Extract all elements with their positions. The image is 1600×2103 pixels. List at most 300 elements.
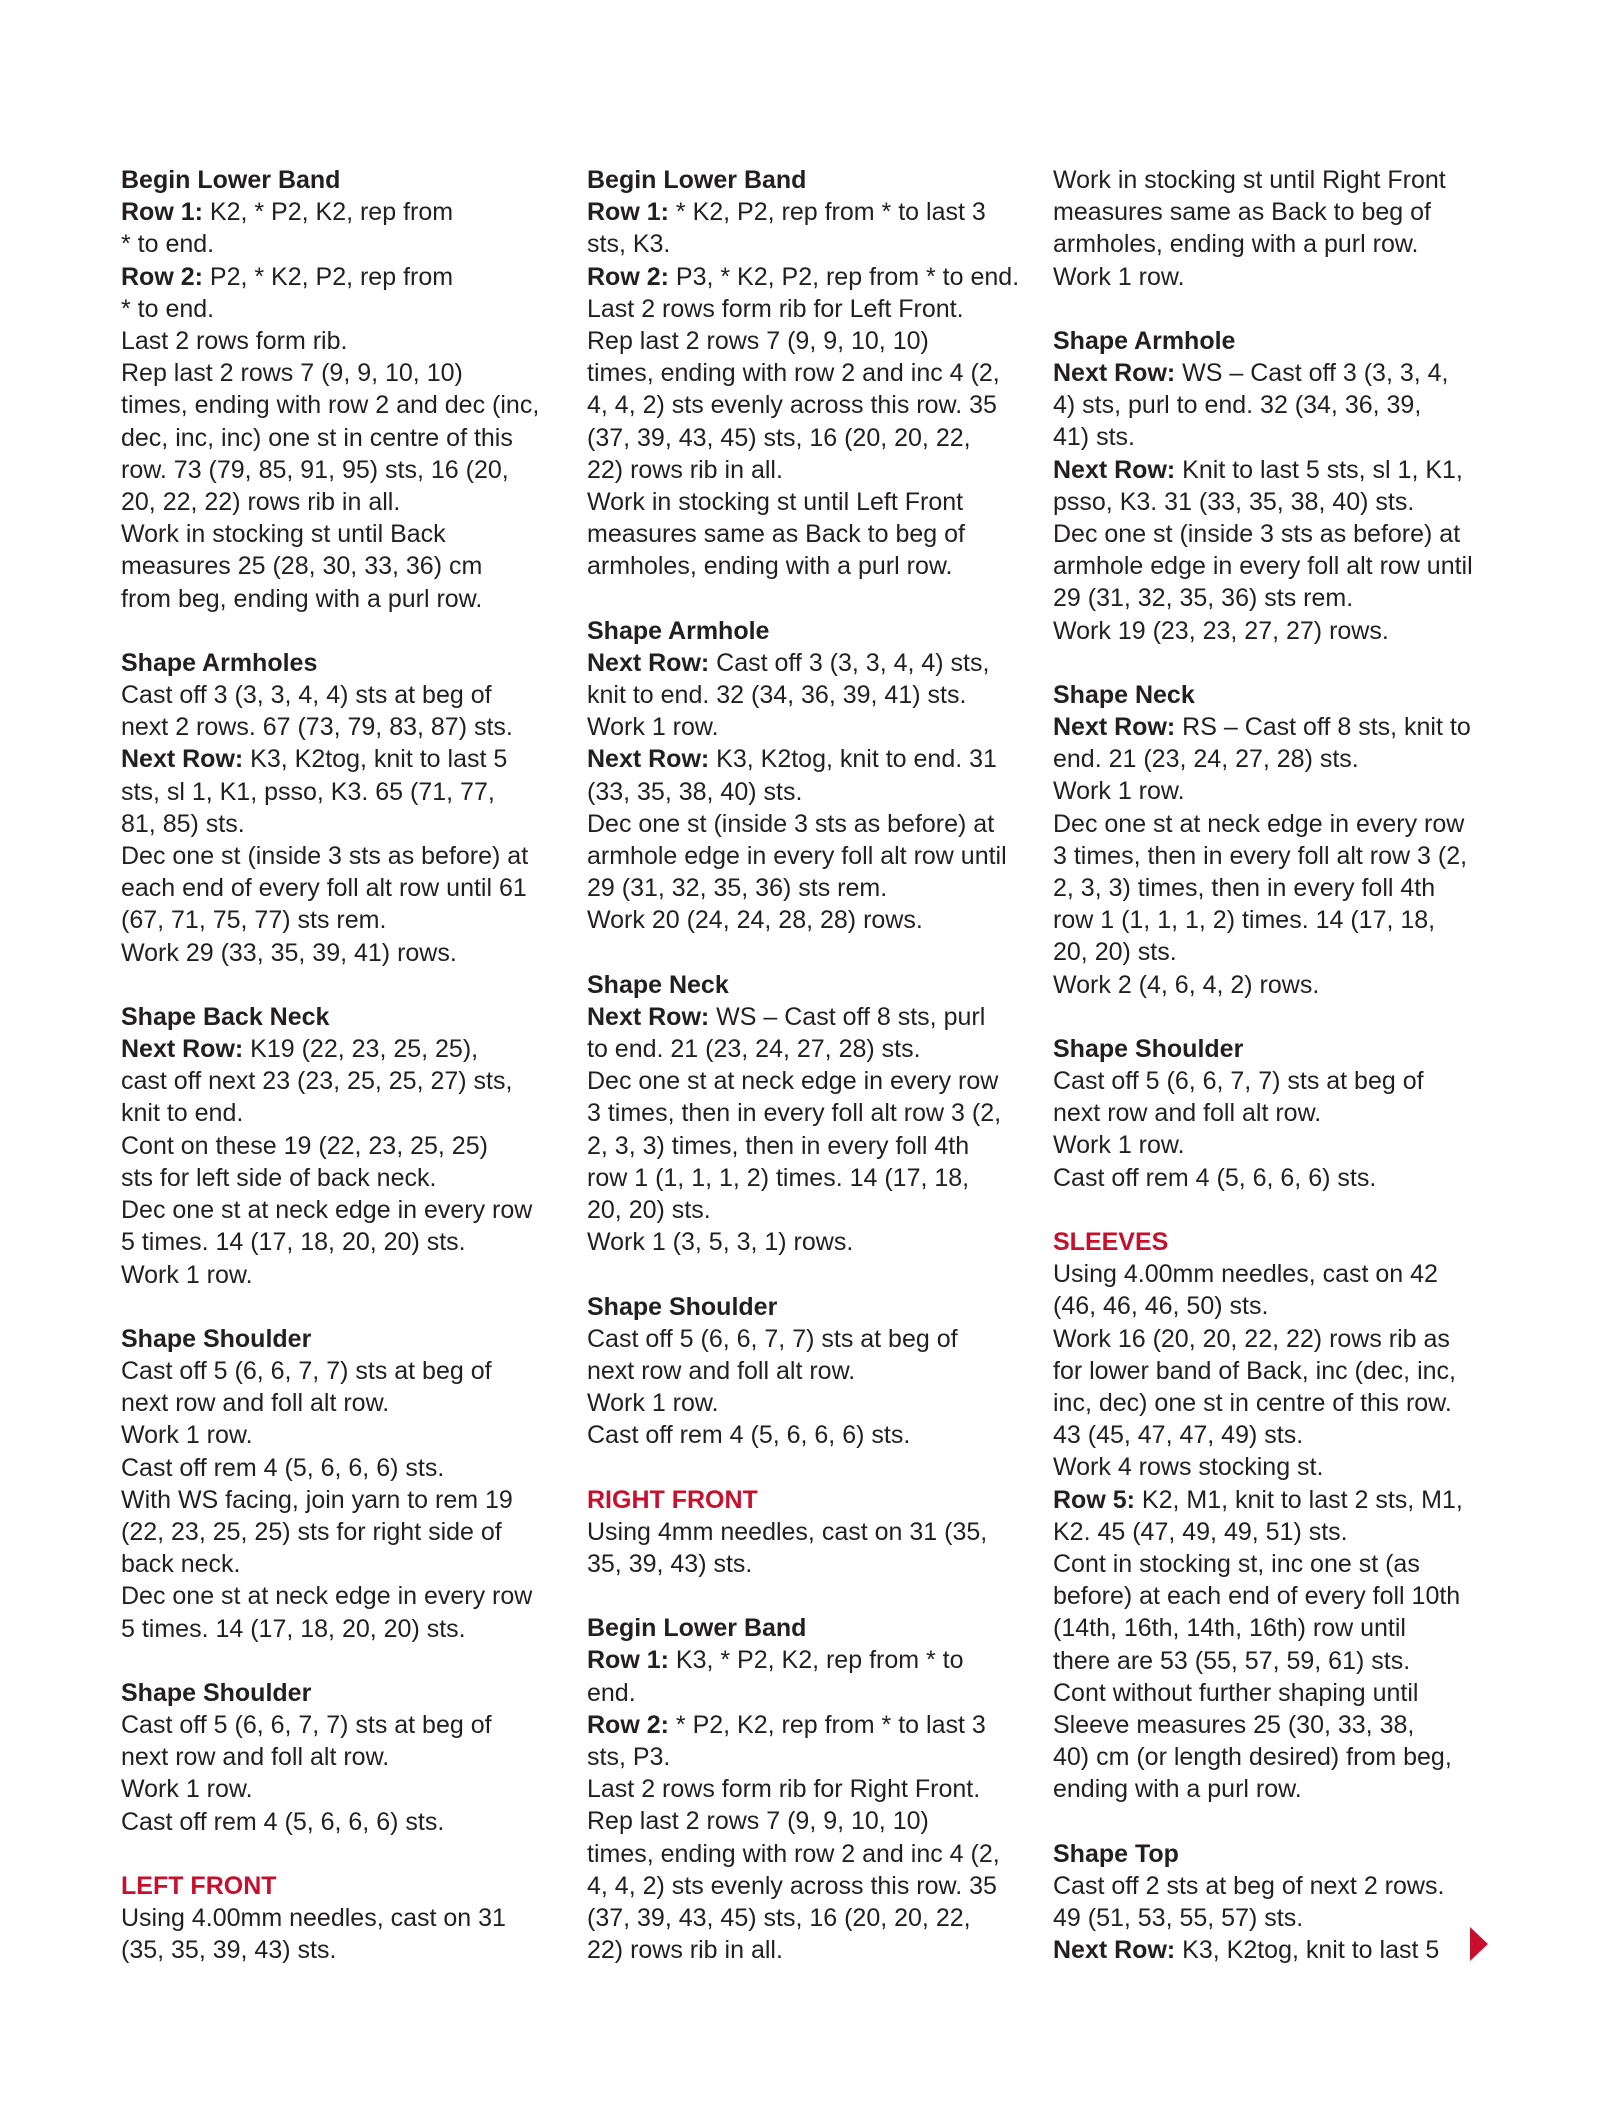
instruction-text: Work 19 (23, 23, 27, 27) rows.	[1053, 616, 1389, 645]
instruction-line	[587, 743, 1027, 775]
instruction-text: measures same as Back to beg of	[587, 520, 965, 549]
row-label: Next Row:	[587, 1002, 710, 1031]
instruction-line	[121, 872, 561, 904]
instruction-text: Cast off 3 (3, 3, 4, 4) sts at beg of	[121, 681, 492, 710]
instruction-line	[121, 228, 561, 260]
instruction-text: knit to end. 32 (34, 36, 39, 41) sts.	[587, 681, 967, 710]
instruction-text: * P2, K2, rep from * to last 3	[668, 1710, 986, 1739]
row-label: Next Row:	[1053, 713, 1176, 742]
instruction-line	[587, 647, 1027, 679]
instruction-text: Using 4.00mm needles, cast on 42	[1053, 1260, 1438, 1289]
instruction-text: 20, 20) sts.	[1053, 938, 1177, 967]
instruction-text: 3 times, then in every foll alt row 3 (2,	[1053, 841, 1468, 870]
instruction-text: armhole edge in every foll alt row until	[587, 842, 1007, 871]
instruction-line	[1053, 1097, 1503, 1129]
subsection-heading: Shape Shoulder	[587, 1292, 778, 1321]
instruction-line	[587, 1516, 1027, 1548]
instruction-line	[1053, 1548, 1503, 1580]
subsection-heading: Begin Lower Band	[587, 1614, 807, 1643]
column-2	[587, 164, 1027, 1998]
subsection-heading: Shape Shoulder	[121, 1678, 312, 1707]
instruction-line	[1053, 261, 1503, 293]
instruction-line	[587, 1838, 1027, 1870]
instruction-line	[587, 840, 1027, 872]
instruction-line	[587, 486, 1027, 518]
instruction-line	[1053, 936, 1503, 968]
instruction-line	[1053, 454, 1503, 486]
instruction-line	[121, 357, 561, 389]
instruction-text: next row and foll alt row.	[587, 1356, 856, 1385]
instruction-line	[587, 389, 1027, 421]
instruction-text: RS – Cast off 8 sts, knit to	[1175, 713, 1471, 742]
instruction-text: end. 21 (23, 24, 27, 28) sts.	[1053, 745, 1359, 774]
section-heading: RIGHT FRONT	[587, 1485, 758, 1514]
instruction-text: times, ending with row 2 and inc 4 (2,	[587, 359, 1000, 388]
instruction-text: WS – Cast off 8 sts, purl	[709, 1002, 986, 1031]
row-label: Next Row:	[1053, 1936, 1176, 1965]
instruction-line	[587, 1194, 1027, 1226]
instruction-text: Dec one st at neck edge in every row	[121, 1196, 533, 1225]
instruction-text: 4) sts, purl to end. 32 (34, 36, 39,	[1053, 391, 1422, 420]
instruction-text: Cast off 2 sts at beg of next 2 rows.	[1053, 1871, 1445, 1900]
instruction-text: 35, 39, 43) sts.	[587, 1549, 753, 1578]
instruction-line	[1053, 1355, 1503, 1387]
row-label: Row 2:	[121, 262, 203, 291]
instruction-text: Work 1 row.	[1053, 1131, 1185, 1160]
instruction-text: measures same as Back to beg of	[1053, 198, 1431, 227]
instruction-text: each end of every foll alt row until 61	[121, 874, 527, 903]
instruction-text: Work 20 (24, 24, 28, 28) rows.	[587, 906, 923, 935]
instruction-text: 40) cm (or length desired) from beg,	[1053, 1743, 1452, 1772]
instruction-text: P3, * K2, P2, rep from * to end.	[668, 262, 1020, 291]
instruction-line	[121, 1580, 561, 1612]
instruction-line	[587, 196, 1027, 228]
instruction-text: knit to end.	[121, 1099, 244, 1128]
row-label: Row 1:	[587, 1646, 669, 1675]
subsection-heading: Shape Armhole	[1053, 326, 1236, 355]
instruction-text: next row and foll alt row.	[1053, 1099, 1322, 1128]
instruction-text: Work 16 (20, 20, 22, 22) rows rib as	[1053, 1324, 1450, 1353]
instruction-text: to end. 21 (23, 24, 27, 28) sts.	[587, 1035, 921, 1064]
instruction-line	[121, 776, 561, 808]
instruction-line	[1053, 389, 1503, 421]
subsection-heading: Begin Lower Band	[587, 166, 807, 194]
instruction-line	[1053, 1258, 1503, 1290]
instruction-line	[121, 422, 561, 454]
instruction-text: * to end.	[121, 230, 215, 259]
instruction-line	[1053, 615, 1503, 647]
instruction-text: Rep last 2 rows 7 (9, 9, 10, 10)	[121, 359, 463, 388]
instruction-text: K2, M1, knit to last 2 sts, M1,	[1134, 1485, 1463, 1514]
instruction-text: (35, 35, 39, 43) sts.	[121, 1936, 337, 1965]
instruction-text: Last 2 rows form rib.	[121, 327, 348, 356]
instruction-line	[587, 228, 1027, 260]
instruction-text: Cast off 5 (6, 6, 7, 7) sts at beg of	[121, 1356, 492, 1385]
instruction-line	[587, 1773, 1027, 1805]
instruction-line	[121, 1097, 561, 1129]
instruction-line	[587, 1355, 1027, 1387]
instruction-text: Cast off rem 4 (5, 6, 6, 6) sts.	[121, 1453, 445, 1482]
instruction-text: K3, K2tog, knit to last 5	[243, 745, 508, 774]
instruction-line	[1053, 486, 1503, 518]
instruction-text: K3, K2tog, knit to end. 31	[709, 745, 997, 774]
row-label: Next Row:	[587, 745, 710, 774]
subsection-heading: Shape Neck	[587, 970, 729, 999]
instruction-text: Work in stocking st until Back	[121, 520, 446, 549]
instruction-line	[587, 454, 1027, 486]
instruction-text: sts, sl 1, K1, psso, K3. 65 (71, 77,	[121, 777, 495, 806]
column-1	[121, 164, 561, 1998]
subsection-heading: Shape Shoulder	[121, 1324, 312, 1353]
instruction-text: 22) rows rib in all.	[587, 455, 783, 484]
instruction-line	[587, 1934, 1027, 1966]
instruction-line	[587, 1709, 1027, 1741]
instruction-line	[121, 1419, 561, 1451]
instruction-line	[1053, 1323, 1503, 1355]
subsection-shape-shoulder	[121, 1677, 561, 1838]
instruction-text: 22) rows rib in all.	[587, 1936, 783, 1965]
instruction-text: 5 times. 14 (17, 18, 20, 20) sts.	[121, 1614, 466, 1643]
instruction-text: next row and foll alt row.	[121, 1389, 390, 1418]
instruction-text: Rep last 2 rows 7 (9, 9, 10, 10)	[587, 327, 929, 356]
instruction-line	[587, 1902, 1027, 1934]
instruction-line	[587, 1870, 1027, 1902]
section-sleeves	[1053, 1226, 1503, 1806]
instruction-text: (37, 39, 43, 45) sts, 16 (20, 20, 22,	[587, 423, 971, 452]
instruction-text: Sleeve measures 25 (30, 33, 38,	[1053, 1710, 1415, 1739]
instruction-text: cast off next 23 (23, 25, 25, 27) sts,	[121, 1067, 513, 1096]
instruction-text: (14th, 16th, 14th, 16th) row until	[1053, 1614, 1406, 1643]
instruction-line	[1053, 357, 1503, 389]
instruction-text: armhole edge in every foll alt row until	[1053, 552, 1473, 581]
instruction-text: for lower band of Back, inc (dec, inc,	[1053, 1356, 1456, 1385]
instruction-text: K3, * P2, K2, rep from * to	[668, 1646, 964, 1675]
column-3	[1053, 164, 1503, 1998]
subsection-heading: Shape Neck	[1053, 680, 1195, 709]
instruction-text: Using 4.00mm needles, cast on 31	[121, 1903, 506, 1932]
instruction-text: inc, dec) one st in centre of this row.	[1053, 1388, 1452, 1417]
instruction-line	[587, 357, 1027, 389]
instruction-line	[1053, 1902, 1503, 1934]
instruction-line	[121, 1902, 561, 1934]
instruction-text: Cont in stocking st, inc one st (as	[1053, 1549, 1420, 1578]
instruction-text: ending with a purl row.	[1053, 1775, 1302, 1804]
instruction-text: row. 73 (79, 85, 91, 95) sts, 16 (20,	[121, 455, 509, 484]
instruction-text: next 2 rows. 67 (73, 79, 83, 87) sts.	[121, 713, 513, 742]
instruction-line	[1053, 164, 1503, 196]
instruction-line	[1053, 1162, 1503, 1194]
instruction-text: psso, K3. 31 (33, 35, 38, 40) sts.	[1053, 487, 1415, 516]
instruction-text: Dec one st at neck edge in every row	[121, 1582, 533, 1611]
instruction-text: P2, * K2, P2, rep from	[202, 262, 454, 291]
instruction-line	[587, 325, 1027, 357]
instruction-line	[121, 1741, 561, 1773]
instruction-text: 4, 4, 2) sts evenly across this row. 35	[587, 1871, 997, 1900]
instruction-text: Work 1 row.	[121, 1260, 253, 1289]
instruction-line	[1053, 1129, 1503, 1161]
instruction-text: * to end.	[121, 294, 215, 323]
instruction-line	[587, 1001, 1027, 1033]
text-block	[1053, 164, 1503, 293]
instruction-line	[587, 1162, 1027, 1194]
instruction-line	[1053, 808, 1503, 840]
instruction-line	[121, 389, 561, 421]
instruction-text: 20, 22, 22) rows rib in all.	[121, 488, 401, 517]
instruction-text: WS – Cast off 3 (3, 3, 4,	[1175, 359, 1449, 388]
row-label: Next Row:	[121, 1035, 244, 1064]
instruction-text: 4, 4, 2) sts evenly across this row. 35	[587, 391, 997, 420]
instruction-line	[121, 196, 561, 228]
subsection-shape-shoulder	[121, 1323, 561, 1645]
instruction-text: dec, inc, inc) one st in centre of this	[121, 423, 513, 452]
instruction-line	[1053, 840, 1503, 872]
instruction-text: K3, K2tog, knit to last 5	[1175, 1936, 1440, 1965]
instruction-text: K19 (22, 23, 25, 25),	[243, 1035, 479, 1064]
instruction-text: 2, 3, 3) times, then in every foll 4th	[1053, 874, 1436, 903]
instruction-text: 49 (51, 53, 55, 57) sts.	[1053, 1903, 1304, 1932]
instruction-text: (46, 46, 46, 50) sts.	[1053, 1292, 1269, 1321]
row-label: Next Row:	[587, 648, 710, 677]
instruction-line	[1053, 1709, 1503, 1741]
instruction-line	[121, 486, 561, 518]
instruction-text: Work 1 row.	[121, 1775, 253, 1804]
instruction-line	[1053, 1290, 1503, 1322]
instruction-line	[1053, 1677, 1503, 1709]
row-label: Row 1:	[587, 198, 669, 227]
instruction-text: Knit to last 5 sts, sl 1, K1,	[1175, 455, 1463, 484]
subsection-heading: Shape Back Neck	[121, 1002, 330, 1031]
instruction-line	[121, 454, 561, 486]
instruction-line	[121, 1065, 561, 1097]
instruction-line	[587, 1644, 1027, 1676]
instruction-text: Work 4 rows stocking st.	[1053, 1453, 1324, 1482]
subsection-heading: Begin Lower Band	[121, 166, 341, 194]
instruction-text: back neck.	[121, 1550, 241, 1579]
instruction-text: K2, * P2, K2, rep from	[202, 198, 454, 227]
instruction-line	[121, 261, 561, 293]
row-label: Row 2:	[587, 1710, 669, 1739]
instruction-line	[121, 937, 561, 969]
instruction-line	[121, 904, 561, 936]
instruction-text: Last 2 rows form rib for Left Front.	[587, 294, 964, 323]
subsection-shape-armhole	[587, 615, 1027, 937]
instruction-text: (22, 23, 25, 25) sts for right side of	[121, 1517, 502, 1546]
row-label: Row 1:	[121, 198, 203, 227]
instruction-line	[1053, 743, 1503, 775]
section-left-front	[121, 1870, 561, 1967]
instruction-text: Cast off 5 (6, 6, 7, 7) sts at beg of	[1053, 1067, 1424, 1096]
instruction-line	[1053, 582, 1503, 614]
instruction-line	[587, 1548, 1027, 1580]
instruction-line	[1053, 1451, 1503, 1483]
instruction-line	[1053, 1612, 1503, 1644]
instruction-text: next row and foll alt row.	[121, 1743, 390, 1772]
instruction-text: (33, 35, 38, 40) sts.	[587, 777, 803, 806]
instruction-text: times, ending with row 2 and dec (inc,	[121, 391, 540, 420]
instruction-line	[121, 1355, 561, 1387]
instruction-line	[587, 1805, 1027, 1837]
instruction-line	[1053, 228, 1503, 260]
instruction-text: With WS facing, join yarn to rem 19	[121, 1485, 513, 1514]
instruction-text: (67, 71, 75, 77) sts rem.	[121, 906, 387, 935]
instruction-text: Using 4mm needles, cast on 31 (35,	[587, 1517, 988, 1546]
instruction-text: Work 1 row.	[1053, 262, 1185, 291]
instruction-line	[121, 1033, 561, 1065]
instruction-text: Dec one st (inside 3 sts as before) at	[121, 842, 529, 871]
instruction-line	[1053, 872, 1503, 904]
instruction-text: 29 (31, 32, 35, 36) sts rem.	[1053, 584, 1354, 613]
subsection-begin-lower-band	[121, 164, 561, 615]
subsection-heading: Shape Shoulder	[1053, 1034, 1244, 1063]
instruction-line	[587, 1130, 1027, 1162]
section-right-front	[587, 1484, 1027, 1581]
instruction-line	[121, 1613, 561, 1645]
instruction-line	[1053, 1516, 1503, 1548]
instruction-text: Last 2 rows form rib for Right Front.	[587, 1775, 981, 1804]
instruction-text: K2. 45 (47, 49, 49, 51) sts.	[1053, 1517, 1348, 1546]
instruction-text: Cast off 3 (3, 3, 4, 4) sts,	[709, 648, 990, 677]
instruction-text: Cast off rem 4 (5, 6, 6, 6) sts.	[587, 1421, 911, 1450]
subsection-shape-shoulder	[1053, 1033, 1503, 1194]
instruction-line	[121, 1259, 561, 1291]
instruction-line	[121, 1806, 561, 1838]
instruction-text: Work in stocking st until Right Front	[1053, 166, 1446, 194]
instruction-line	[121, 808, 561, 840]
subsection-shape-armholes	[121, 647, 561, 969]
instruction-text: 5 times. 14 (17, 18, 20, 20) sts.	[121, 1228, 466, 1257]
section-heading: LEFT FRONT	[121, 1871, 277, 1900]
section-heading: SLEEVES	[1053, 1227, 1169, 1256]
instruction-line	[1053, 711, 1503, 743]
subsection-heading: Shape Top	[1053, 1839, 1179, 1868]
instruction-text: Dec one st (inside 3 sts as before) at	[587, 809, 995, 838]
instruction-line	[1053, 1645, 1503, 1677]
instruction-text: Cont on these 19 (22, 23, 25, 25)	[121, 1131, 488, 1160]
instruction-text: Work 1 (3, 5, 3, 1) rows.	[587, 1228, 854, 1257]
instruction-line	[1053, 1065, 1503, 1097]
instruction-line	[121, 1548, 561, 1580]
instruction-text: measures 25 (28, 30, 33, 36) cm	[121, 552, 483, 581]
instruction-text: there are 53 (55, 57, 59, 61) sts.	[1053, 1646, 1411, 1675]
instruction-line	[1053, 421, 1503, 453]
instruction-line	[121, 325, 561, 357]
instruction-text: from beg, ending with a purl row.	[121, 584, 483, 613]
instruction-text: sts, K3.	[587, 230, 671, 259]
instruction-line	[587, 261, 1027, 293]
subsection-heading: Shape Armholes	[121, 648, 318, 677]
instruction-text: Dec one st at neck edge in every row	[587, 1067, 999, 1096]
instruction-line	[587, 872, 1027, 904]
subsection-shape-back-neck	[121, 1001, 561, 1291]
subsection-shape-top	[1053, 1838, 1503, 1967]
instruction-text: Work 1 row.	[121, 1421, 253, 1450]
instruction-text: Cast off 5 (6, 6, 7, 7) sts at beg of	[587, 1324, 958, 1353]
instruction-line	[121, 840, 561, 872]
instruction-line	[587, 1097, 1027, 1129]
instruction-line	[587, 1323, 1027, 1355]
instruction-line	[587, 679, 1027, 711]
row-label: Row 5:	[1053, 1485, 1135, 1514]
instruction-text: before) at each end of every foll 10th	[1053, 1582, 1461, 1611]
instruction-line	[121, 743, 561, 775]
instruction-text: Work 1 row.	[1053, 777, 1185, 806]
instruction-line	[121, 1484, 561, 1516]
instruction-line	[1053, 1934, 1503, 1966]
instruction-line	[587, 1065, 1027, 1097]
instruction-text: sts, P3.	[587, 1742, 671, 1771]
instruction-line	[1053, 1419, 1503, 1451]
instruction-line	[121, 711, 561, 743]
subsection-shape-neck	[587, 969, 1027, 1259]
instruction-line	[121, 1162, 561, 1194]
row-label: Next Row:	[121, 745, 244, 774]
subsection-heading: Shape Armhole	[587, 616, 770, 645]
instruction-text: 43 (45, 47, 47, 49) sts.	[1053, 1421, 1304, 1450]
instruction-line	[1053, 550, 1503, 582]
instruction-line	[587, 293, 1027, 325]
instruction-text: Work 2 (4, 6, 4, 2) rows.	[1053, 970, 1320, 999]
subsection-shape-neck	[1053, 679, 1503, 1001]
instruction-line	[587, 550, 1027, 582]
instruction-line	[1053, 518, 1503, 550]
instruction-line	[1053, 1580, 1503, 1612]
subsection-shape-armhole	[1053, 325, 1503, 647]
instruction-line	[587, 711, 1027, 743]
instruction-line	[1053, 196, 1503, 228]
instruction-text: Cast off rem 4 (5, 6, 6, 6) sts.	[121, 1807, 445, 1836]
instruction-line	[587, 422, 1027, 454]
instruction-line	[121, 1452, 561, 1484]
instruction-text: Work in stocking st until Left Front	[587, 488, 964, 517]
instruction-line	[121, 583, 561, 615]
instruction-line	[1053, 1484, 1503, 1516]
instruction-text: 20, 20) sts.	[587, 1196, 711, 1225]
instruction-line	[121, 1934, 561, 1966]
instruction-text: 81, 85) sts.	[121, 809, 245, 838]
instruction-line	[1053, 969, 1503, 1001]
subsection-shape-shoulder	[587, 1291, 1027, 1452]
instruction-line	[121, 1387, 561, 1419]
row-label: Next Row:	[1053, 359, 1176, 388]
instruction-line	[121, 1194, 561, 1226]
instruction-line	[587, 776, 1027, 808]
instruction-line	[121, 1773, 561, 1805]
instruction-line	[1053, 1387, 1503, 1419]
instruction-line	[587, 1741, 1027, 1773]
instruction-text: Work 29 (33, 35, 39, 41) rows.	[121, 938, 457, 967]
instruction-line	[587, 1226, 1027, 1258]
instruction-text: (37, 39, 43, 45) sts, 16 (20, 20, 22,	[587, 1903, 971, 1932]
instruction-text: Cont without further shaping until	[1053, 1678, 1419, 1707]
continue-arrow-icon	[1470, 1927, 1488, 1961]
instruction-line	[1053, 1741, 1503, 1773]
row-label: Next Row:	[1053, 455, 1176, 484]
instruction-text: 2, 3, 3) times, then in every foll 4th	[587, 1131, 970, 1160]
instruction-line	[587, 1419, 1027, 1451]
instruction-text: times, ending with row 2 and inc 4 (2,	[587, 1839, 1000, 1868]
instruction-text: row 1 (1, 1, 1, 2) times. 14 (17, 18,	[1053, 906, 1436, 935]
instruction-text: * K2, P2, rep from * to last 3	[668, 198, 986, 227]
instruction-line	[587, 1033, 1027, 1065]
instruction-line	[587, 1387, 1027, 1419]
instruction-line	[587, 1677, 1027, 1709]
instruction-text: 29 (31, 32, 35, 36) sts rem.	[587, 874, 888, 903]
instruction-text: Work 1 row.	[587, 713, 719, 742]
instruction-line	[121, 1709, 561, 1741]
instruction-text: Dec one st at neck edge in every row	[1053, 809, 1465, 838]
instruction-line	[121, 518, 561, 550]
instruction-text: 41) sts.	[1053, 423, 1135, 452]
